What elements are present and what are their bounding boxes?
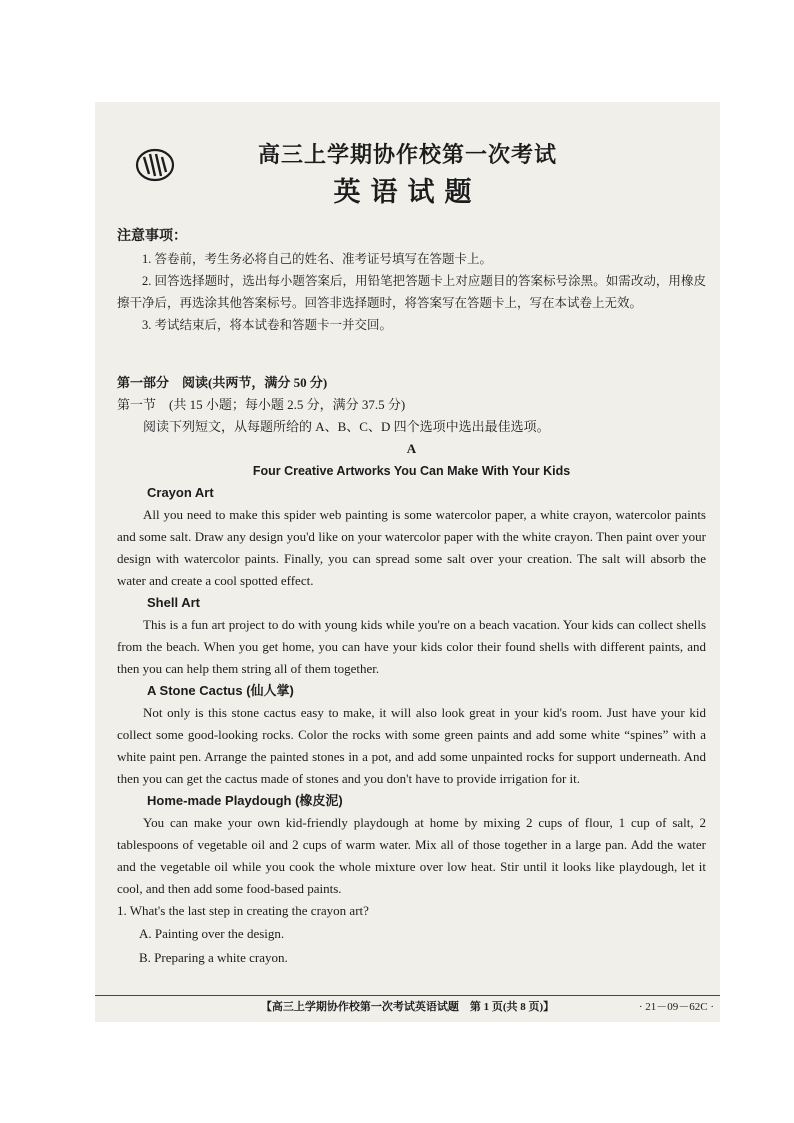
section-text: Not only is this stone cactus easy to make, it will also look great in your kid's room. Just have your kid collect some good-looking rocks. Color the rocks with some green paints and add some white “spines” with a white paint pen. Arrange the painted stones in a pot, and add some unpainted rocks for support underneath. And then you can get the cactus made of stones and you don't have to provide irrigation for it.	[117, 705, 706, 786]
passage-title: Four Creative Artworks You Can Make With Your Kids	[252, 464, 571, 478]
part-title: 第一部分 阅读(共两节，满分 50 分)	[117, 375, 328, 390]
section-heading: A Stone Cactus (仙人掌)	[147, 683, 294, 698]
footer-page-info: 【高三上学期协作校第一次考试英语试题 第 1 页(共 8 页)】	[260, 1001, 555, 1013]
section-heading: Crayon Art	[147, 485, 214, 500]
footer-code: · 21－09－62C ·	[638, 1001, 714, 1013]
exam-page	[95, 102, 720, 1022]
reading-part	[117, 372, 706, 970]
section-text: This is a fun art project to do with young kids while you're on a beach vacation. Your kids can collect shells from the beach. When you get home, you can have your kids color their found shells with different paints, and then you can help them string all of them together.	[117, 617, 706, 676]
section-heading: Home-made Playdough (橡皮泥)	[147, 793, 343, 808]
instruction: 阅读下列短文，从每题所给的 A、B、C、D 四个选项中选出最佳选项。	[143, 419, 550, 434]
question-stem: 1. What's the last step in creating the crayon art?	[117, 903, 369, 918]
section-text: You can make your own kid-friendly playdough at home by mixing 2 cups of flour, 1 cup of salt, 2 tablespoons of vegetable oil and 2 cups of warm water. Mix all of those together in a large pan. Add the water and the vegetable oil while you cook the whole mixture over low heat. Stir until it looks like playdough, let it cool, and then add some food-based paints.	[117, 815, 706, 896]
notes-block	[117, 226, 706, 336]
section-heading: Shell Art	[147, 595, 200, 610]
question-option: B. Preparing a white crayon.	[139, 950, 288, 965]
note-item: 3. 考试结束后，将本试卷和答题卡一并交回。	[142, 318, 393, 332]
passage-letter: A	[406, 441, 417, 456]
exam-title: 高三上学期协作校第一次考试	[257, 142, 557, 167]
page-footer	[95, 995, 720, 1018]
question-option: A. Painting over the design.	[139, 926, 285, 941]
section-title: 第一节 (共 15 小题；每小题 2.5 分，满分 37.5 分)	[117, 397, 406, 412]
note-item: 1. 答卷前，考生务必将自己的姓名、准考证号填写在答题卡上。	[142, 252, 493, 266]
notes-heading: 注意事项：	[117, 229, 187, 244]
note-item: 2. 回答选择题时，选出每小题答案后，用铅笔把答题卡上对应题目的答案标号涂黑。如需改动，用橡皮擦干净后，再选涂其他答案标号。回答非选择题时，将答案写在答题卡上，写在本试卷上无效。	[117, 274, 706, 310]
exam-subject: 英语试题	[333, 177, 482, 207]
section-text: All you need to make this spider web painting is some watercolor paper, a white crayon, watercolor paints and some salt. Draw any design you'd like on your watercolor paper with the white crayon. Then paint over your design with watercolor paints. Finally, you can spread some salt over your creation. The salt will absorb the water and create a cool spotted effect.	[117, 507, 706, 588]
